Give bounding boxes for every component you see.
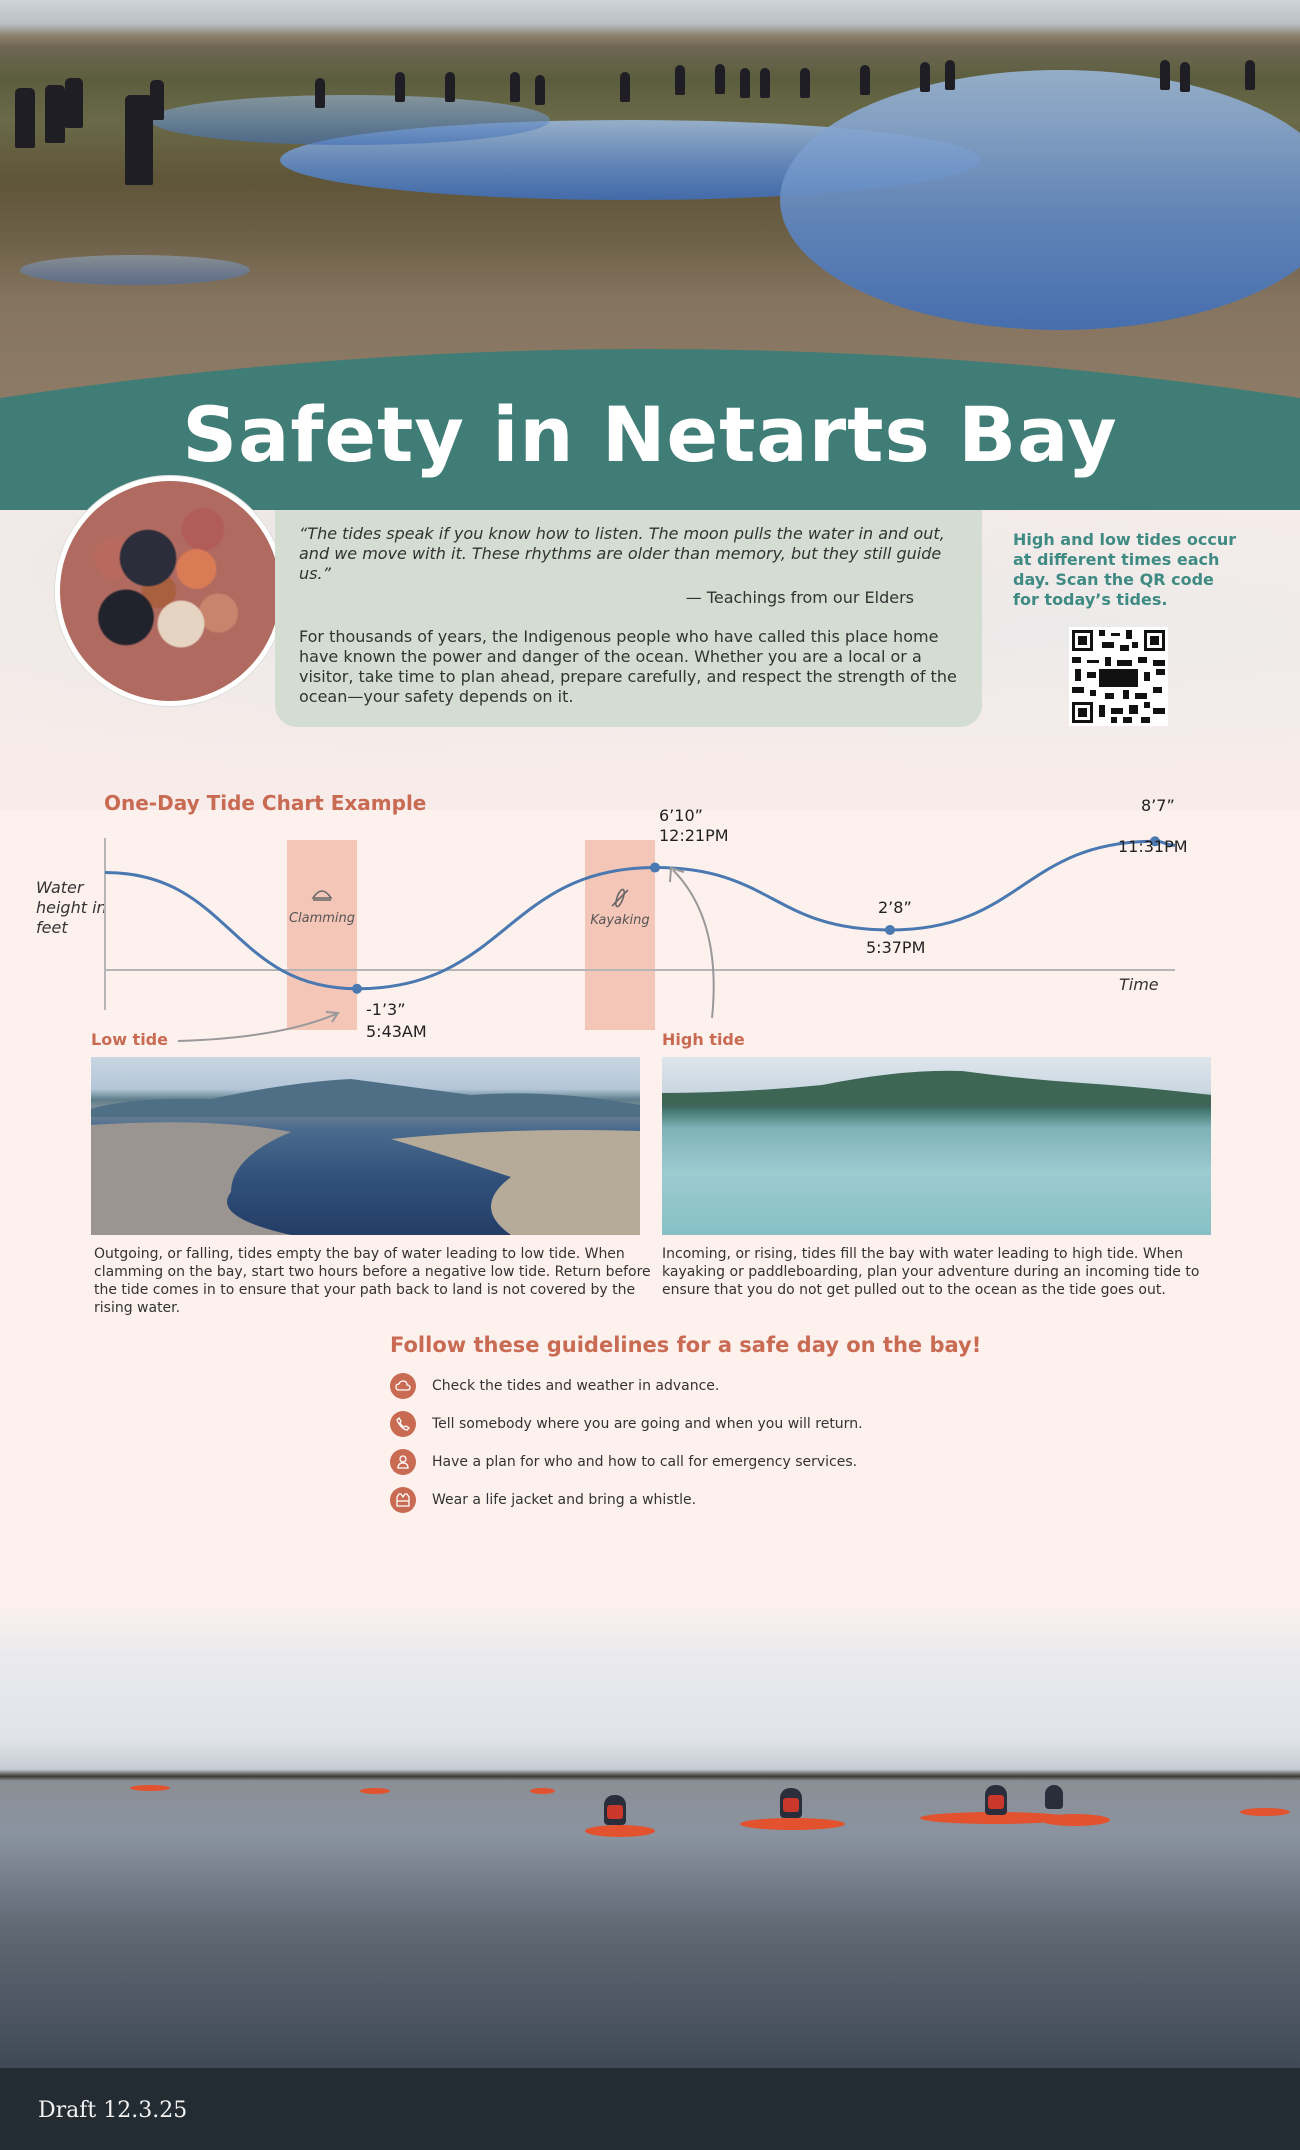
high-tide-photo	[662, 1057, 1211, 1235]
footer-bar	[0, 2068, 1300, 2150]
chart-title: One-Day Tide Chart Example	[104, 791, 427, 815]
guideline-text: Have a plan for who and how to call for emergency services.	[432, 1454, 858, 1470]
kayaking-label: Kayaking	[590, 913, 650, 928]
life-jacket-icon	[390, 1487, 416, 1513]
high-tide-2-height: 8’7”	[1141, 796, 1175, 815]
quote-attribution: — Teachings from our Elders	[685, 588, 914, 607]
guidelines-title: Follow these guidelines for a safe day on the bay!	[390, 1333, 982, 1357]
low-tide-2-time: 5:37PM	[866, 938, 926, 957]
x-axis-label: Time	[1119, 975, 1159, 994]
high-tide-arrow	[673, 870, 714, 1018]
intro-paragraph: For thousands of years, the Indigenous people who have called this place home have known the power and danger of the ocean. Whether you are a local or a visitor, take time to plan ahead, prepare carefully, and respect the strength of the ocean—your safety depends on it.	[299, 627, 957, 706]
guideline-text: Tell somebody where you are going and when you will return.	[432, 1416, 863, 1432]
high-tide-1-time: 12:21PM	[659, 826, 729, 845]
clamming-label: Clamming	[288, 911, 356, 926]
quote-box	[275, 510, 982, 727]
cloud-icon	[390, 1373, 416, 1399]
high-tide-1-height: 6’10”	[659, 806, 703, 825]
shellfish-photo	[55, 476, 285, 706]
phone-icon	[390, 1411, 416, 1437]
low-tide-caption: Outgoing, or falling, tides empty the bay of water leading to low tide. When clamming on the bay, start two hours before a negative low tide. Return before the tide comes in to ensure that your path back to land is not covered by the rising water.	[94, 1246, 651, 1316]
y-axis-label: Water height in feet	[36, 878, 107, 937]
tide-point-low	[352, 984, 362, 994]
tide-point-low	[885, 925, 895, 935]
high-tide-label: High tide	[662, 1030, 745, 1049]
guideline-item	[390, 1487, 696, 1513]
draft-label: Draft 12.3.25	[38, 2098, 188, 2123]
qr-code-icon[interactable]	[1069, 627, 1168, 726]
guideline-item	[390, 1373, 719, 1399]
low-tide-label: Low tide	[91, 1030, 168, 1049]
high-tide-caption: Incoming, or rising, tides fill the bay with water leading to high tide. When kayaking or paddleboarding, plan your adventure during an incoming tide to ensure that you do not get pulled out to the ocean as the tide goes out.	[662, 1246, 1200, 1298]
guideline-text: Check the tides and weather in advance.	[432, 1378, 720, 1394]
low-tide-photo	[91, 1057, 640, 1235]
low-tide-2-height: 2’8”	[878, 898, 912, 917]
guideline-item	[390, 1411, 863, 1437]
page-title: Safety in Netarts Bay	[182, 390, 1118, 479]
high-tide-2-time: 11:31PM	[1118, 837, 1188, 856]
person-icon	[390, 1449, 416, 1475]
guideline-item	[390, 1449, 857, 1475]
qr-instructions: High and low tides occur at different times each day. Scan the QR code for today’s tides.	[1013, 530, 1237, 609]
tide-point-high	[650, 863, 660, 873]
elder-quote: “The tides speak if you know how to listen. The moon pulls the water in and out, and we move with it. These rhythms are older than memory, but they still guide us.”	[299, 524, 945, 583]
low-tide-1-time: 5:43AM	[366, 1022, 427, 1041]
guideline-text: Wear a life jacket and bring a whistle.	[432, 1492, 697, 1508]
clamming-band	[287, 840, 357, 1030]
kayakers-photo	[0, 1600, 1300, 2070]
low-tide-1-height: -1’3”	[366, 1000, 406, 1019]
